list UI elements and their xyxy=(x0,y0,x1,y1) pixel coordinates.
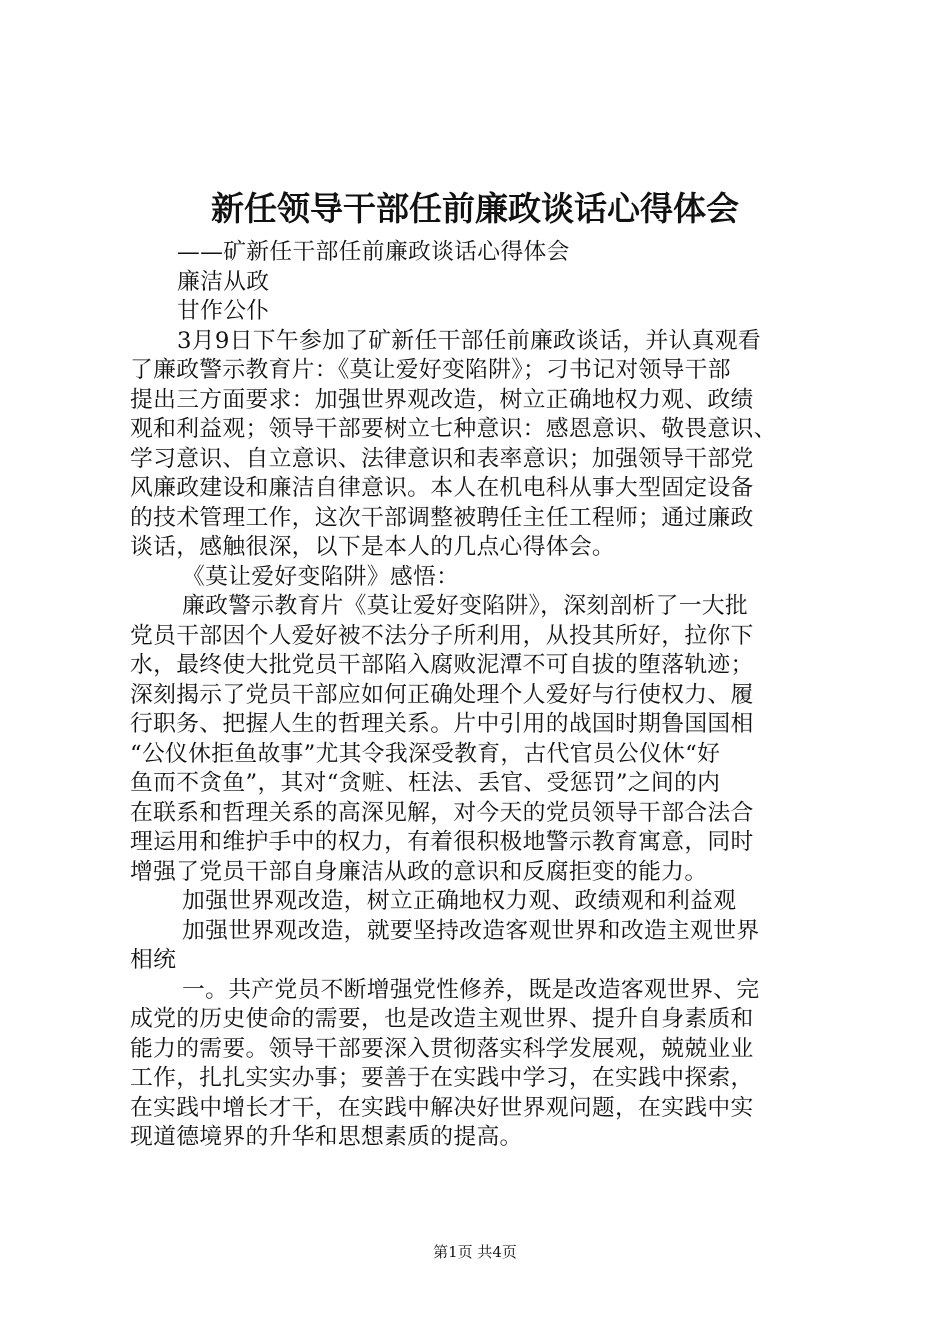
text-line: 3月9日下午参加了矿新任干部任前廉政谈话，并认真观看 xyxy=(177,327,761,354)
page-footer: 第1页 共4页 xyxy=(433,1243,517,1261)
text-line: 在实践中增长才干，在实践中解决好世界观问题，在实践中实 xyxy=(130,1094,754,1121)
text-line: 党员干部因个人爱好被不法分子所利用，从投其所好，拉你下 xyxy=(130,622,754,649)
document-title: 新任领导干部任前廉政谈话心得体会 xyxy=(211,189,739,228)
text-line: 深刻揭示了党员干部应如何正确处理个人爱好与行使权力、履 xyxy=(130,681,754,708)
text-line: 廉政警示教育片《莫让爱好变陷阱》，深刻剖析了一大批 xyxy=(182,593,749,619)
text-line: 提出三方面要求：加强世界观改造，树立正确地权力观、政绩 xyxy=(130,386,754,413)
text-line: 学习意识、自立意识、法律意识和表率意识；加强领导干部党 xyxy=(130,445,754,472)
text-line: 加强世界观改造，就要坚持改造客观世界和改造主观世界 xyxy=(182,917,760,944)
text-line: 在联系和哲理关系的高深见解，对今天的党员领导干部合法合 xyxy=(130,799,754,826)
text-line: 现道德境界的升华和思想素质的提高。 xyxy=(130,1124,523,1150)
text-line: 理运用和维护手中的权力，有着很积极地警示教育寓意，同时 xyxy=(130,829,754,855)
text-line: 廉洁从政 xyxy=(177,268,270,295)
text-line: 风廉政建设和廉洁自律意识。本人在机电科从事大型固定设备 xyxy=(130,475,754,501)
text-line: ——矿新任干部任前廉政谈话心得体会 xyxy=(177,239,570,265)
text-line: 增强了党员干部自身廉洁从政的意识和反腐拒变的能力。 xyxy=(130,858,708,885)
text-line: 水，最终使大批党员干部陷入腐败泥潭不可自拔的堕落轨迹； xyxy=(130,652,754,678)
text-line: 能力的需要。领导干部要深入贯彻落实科学发展观，兢兢业业 xyxy=(130,1035,754,1062)
text-line: 成党的历史使命的需要，也是改造主观世界、提升自身素质和 xyxy=(130,1006,754,1032)
text-line: 了廉政警示教育片：《莫让爱好变陷阱》；刁书记对领导干部 xyxy=(130,357,731,383)
text-line: 工作，扎扎实实办事；要善于在实践中学习，在实践中探索， xyxy=(130,1065,754,1091)
text-line: 一。共产党员不断增强党性修养，既是改造客观世界、完 xyxy=(182,976,760,1003)
text-line: 甘作公仆 xyxy=(177,298,270,324)
text-line: 的技术管理工作，这次干部调整被聘任主任工程师；通过廉政 xyxy=(130,504,754,531)
text-line: 谈话，感触很深，以下是本人的几点心得体会。 xyxy=(130,534,616,560)
text-line: “公仪休拒鱼故事”尤其令我深受教育，古代官员公仪休“好 xyxy=(130,740,721,767)
text-line: 观和利益观；领导干部要树立七种意识：感恩意识、敬畏意识、 xyxy=(130,416,777,442)
text-line: 《莫让爱好变陷阱》感悟： xyxy=(182,563,460,590)
document-body xyxy=(130,238,830,1153)
text-line: 相统 xyxy=(130,947,177,973)
text-line: 鱼而不贪鱼”，其对“贪赃、枉法、丢官、受惩罚”之间的内 xyxy=(130,770,721,796)
text-line: 加强世界观改造，树立正确地权力观、政绩观和利益观 xyxy=(182,888,737,914)
text-line: 行职务、把握人生的哲理关系。片中引用的战国时期鲁国国相 xyxy=(130,711,754,737)
